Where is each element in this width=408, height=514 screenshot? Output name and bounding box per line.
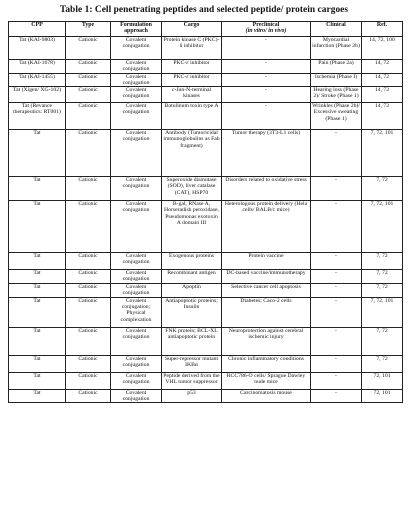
cell-ref: 14, 72, 100 [362,37,403,60]
table-row [9,389,403,403]
cell-type: Cationic [66,270,111,284]
header-clinical: Clinical [311,22,362,37]
cell-cargo: c-Jun-N-terminal kinases [162,87,222,103]
cell-ref: 72, 101 [362,372,403,389]
cell-clinical: Pain (Phase 2a) [311,60,362,74]
cell-type: Cationic [66,37,111,60]
cell-type: Cationic [66,284,111,298]
header-preclinical [222,22,311,37]
header-cargo: Cargo [162,22,222,37]
cell-type: Cationic [66,327,111,355]
cell-formulation: Covalent conjugation [111,284,162,298]
header-ref: Ref. [362,22,403,37]
cell-formulation: Covalent conjugation [111,253,162,270]
cell-cpp: Tat [9,284,66,298]
cell-formulation: Covalent conjugation [111,177,162,201]
cell-ref: 7, 72, 101 [362,130,403,177]
cell-formulation: Covalent conjugation [111,87,162,103]
cell-cargo: Super-repressor mutant IKBα [162,355,222,372]
cell-cargo: Antiapoptotic proteins; Insulin [162,297,222,327]
cell-preclinical: DC-based vaccine/immunotherapy [222,270,311,284]
cell-cargo: p53 [162,389,222,403]
header-cpp: CPP [9,22,66,37]
cell-clinical: Myocardial infarction (Phase 2b) [311,37,362,60]
cell-ref: 7, 72 [362,177,403,201]
cell-cargo: PKC-ε inhibitor [162,73,222,87]
cell-cargo: FNK protein; BCL-XL antiapoptotic protein [162,327,222,355]
cell-ref: 14, 72 [362,87,403,103]
cell-preclinical: RCC786-O cells/ Sprague Dawley nude mice [222,372,311,389]
cell-formulation: Covalent conjugation [111,73,162,87]
cell-clinical: - [311,284,362,298]
cell-cpp: Tat [9,130,66,177]
cell-cargo: Peptide derived from the VHL tumor suppressor [162,372,222,389]
cell-formulation: Covalent conjugation [111,37,162,60]
cell-type: Cationic [66,355,111,372]
cell-preclinical: Heterologous protein delivery (Hela cells/ BALB/c mice) [222,201,311,253]
cell-cpp: Tat [9,389,66,403]
cell-type: Cationic [66,201,111,253]
cell-cargo: PKC-ε inhibitor [162,60,222,74]
cell-clinical: - [311,372,362,389]
table-row [9,37,403,60]
cell-cargo: Botulinum toxin type A [162,103,222,130]
cell-cpp: Tat (Xigen/ XG-102) [9,87,66,103]
cell-cpp: Tat [9,177,66,201]
header-type: Type [66,22,111,37]
cell-clinical: - [311,389,362,403]
cell-ref: 14, 72 [362,103,403,130]
cell-formulation: Covalent conjugation [111,270,162,284]
table-row [9,201,403,253]
table-row [9,177,403,201]
cell-type: Cationic [66,87,111,103]
cell-cpp: Tat [9,297,66,327]
cell-preclinical: - [222,73,311,87]
cell-cpp: Tat [9,355,66,372]
cell-cpp: Tat (KAI-1678) [9,60,66,74]
cell-formulation: Covalent conjugation [111,60,162,74]
cell-formulation: Covalent conjugation [111,103,162,130]
cell-cargo: Antibody (Tumoricidal immunoglobulins as Fab fragment) [162,130,222,177]
cell-cargo: B-gal, RNase A, Horseradish peroxidase, Pseudomonas exotoxin A domain III [162,201,222,253]
cpp-table [8,21,403,403]
cell-ref: 14, 72 [362,60,403,74]
cell-ref: 7, 72, 101 [362,297,403,327]
cell-cpp: Tat (KAI-9803) [9,37,66,60]
cell-cargo: Apoptin [162,284,222,298]
table-row [9,270,403,284]
cell-cpp: Tat (KAI-1455) [9,73,66,87]
table-row [9,297,403,327]
cell-preclinical: Diabetes; Caco-2 cells [222,297,311,327]
cell-ref: 7, 72 [362,327,403,355]
cell-preclinical: Neuroprotection against cerebral ischemic injury [222,327,311,355]
table-title: Table 1: Cell penetrating peptides and selected peptide/ protein cargoes [59,5,349,15]
cell-cpp: Tat [9,201,66,253]
cell-ref: 14, 72 [362,73,403,87]
cell-type: Cationic [66,389,111,403]
cell-preclinical: - [222,87,311,103]
table-row [9,372,403,389]
cell-ref: 7, 72 [362,270,403,284]
cell-preclinical: Chronic inflammatory conditions [222,355,311,372]
cell-clinical: Hearing loss (Phase 2)/ Stroke (Phase 1) [311,87,362,103]
cell-formulation: Covalent conjugation [111,130,162,177]
cell-type: Cationic [66,103,111,130]
cell-cargo: Exogenous proteins [162,253,222,270]
table-header-row [9,22,403,37]
cell-ref: 7, 72 [362,284,403,298]
cell-formulation: Covalent conjugation [111,355,162,372]
cell-ref: 7, 72 [362,355,403,372]
cell-cargo: Recombinant antigen [162,270,222,284]
cell-cpp: Tat [9,253,66,270]
cell-formulation: Covalent conjugation; Physical complexation [111,297,162,327]
cell-preclinical: Disorders related to oxidative stress [222,177,311,201]
cell-formulation: Covalent conjugation [111,201,162,253]
cell-cpp: Tat [9,372,66,389]
cell-clinical: - [311,201,362,253]
cell-type: Cationic [66,253,111,270]
cell-clinical: - [311,355,362,372]
cell-preclinical: Tumor therapy (3T3-L1 cells) [222,130,311,177]
table-row [9,355,403,372]
cell-clinical: - [311,177,362,201]
cell-ref: 72, 101 [362,389,403,403]
cell-type: Cationic [66,60,111,74]
cell-cpp: Tat [9,327,66,355]
cell-cargo: Protein kinase C (PKC)-δ inhibitor [162,37,222,60]
cell-ref: 7, 72 [362,253,403,270]
cell-preclinical: - [222,60,311,74]
header-preclinical-sub: (in vitro/ in vivo) [245,28,287,35]
header-preclinical-label: Preclinical [252,22,280,28]
cell-cpp: Tat (Revance therapeutics: RT001) [9,103,66,130]
cell-preclinical: - [222,103,311,130]
table-row [9,103,403,130]
table-row [9,284,403,298]
cell-type: Cationic [66,297,111,327]
cell-clinical: Ischemia (Phase I) [311,73,362,87]
cell-clinical: Wrinkles (Phase 2b)/ Excessive sweating (Phase 1) [311,103,362,130]
table-row [9,60,403,74]
table-body [9,37,403,403]
cell-preclinical: Selective cancer cell apoptosis [222,284,311,298]
cell-type: Cationic [66,372,111,389]
cell-clinical: - [311,297,362,327]
table-row [9,87,403,103]
table-row [9,130,403,177]
cell-type: Cationic [66,73,111,87]
cell-type: Cationic [66,177,111,201]
cell-clinical: - [311,130,362,177]
cell-type: Cationic [66,130,111,177]
cell-ref: 7, 72, 101 [362,201,403,253]
cell-preclinical: Carcinomatosis mouse [222,389,311,403]
cell-formulation: Covalent conjugation [111,327,162,355]
cell-formulation: Covalent conjugation [111,372,162,389]
table-row [9,327,403,355]
cell-clinical: - [311,270,362,284]
table-row [9,73,403,87]
cell-preclinical: Protein vaccine [222,253,311,270]
cell-cargo: Superoxide dismutase (SOD), liver catalase (CAT), HSP70 [162,177,222,201]
cell-formulation: Covalent conjugation [111,389,162,403]
cell-preclinical: - [222,37,311,60]
header-formulation: Formulation approach [111,22,162,37]
cell-clinical: - [311,327,362,355]
cell-clinical: - [311,253,362,270]
cell-cpp: Tat [9,270,66,284]
table-row [9,253,403,270]
